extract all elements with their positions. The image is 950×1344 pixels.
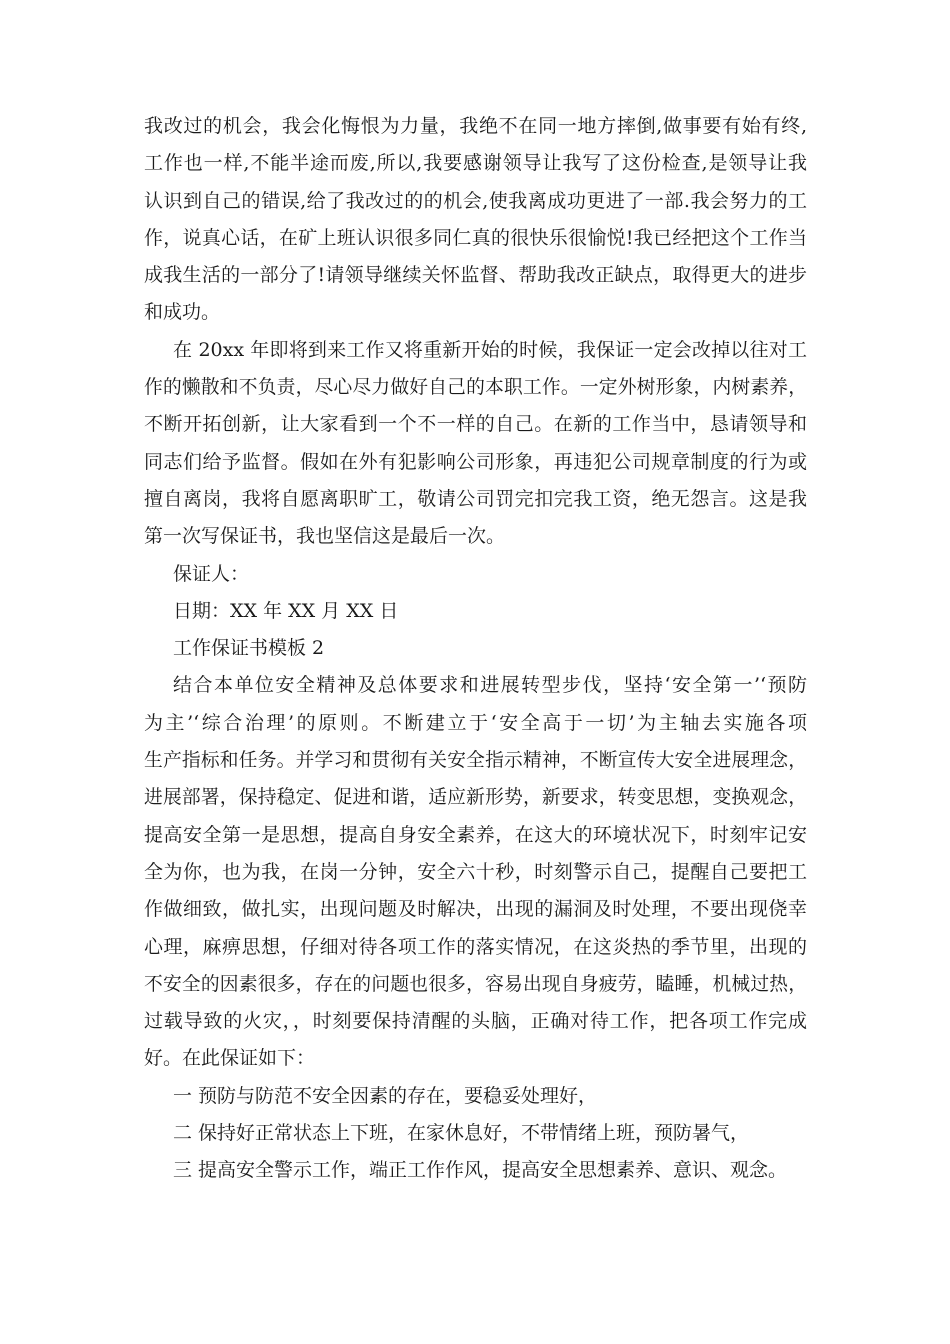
text-line-12: 第一次写保证书，我也坚信这是最后一次。 — [144, 525, 506, 548]
guarantor-label: 保证人： — [173, 562, 250, 585]
text-line-10: 同志们给予监督。假如在外有犯影响公司形象，再违犯公司规章制度的行为或 — [144, 450, 807, 473]
text-line-3: 认识到自己的错误,给了我改过的的机会,使我离成功更进了一部.我会努力的工 — [144, 189, 807, 212]
text-line-6: 和成功。 — [144, 301, 221, 324]
section-title: 工作保证书模板 2 — [173, 637, 325, 660]
text-line-25: 过载导致的火灾，，时刻要保持清醒的头脑，正确对待工作，把各项工作完成 — [144, 1010, 807, 1033]
date-line: 日期：XX 年 XX 月 XX 日 — [173, 599, 399, 622]
text-line-7: 在 20xx 年即将到来工作又将重新开始的时候，我保证一定会改掉以往对工 — [173, 338, 807, 361]
list-item-2: 二 保持好正常状态上下班，在家休息好，不带情绪上班，预防暑气， — [173, 1122, 750, 1145]
text-line-16: 结合本单位安全精神及总体要求和进展转型步伐，坚持‘安全第一’‘预防 — [173, 674, 807, 697]
text-line-24: 不安全的因素很多，存在的问题也很多，容易出现自身疲劳，瞌睡，机械过热， — [144, 973, 807, 995]
text-line-5: 成我生活的一部分了!请领导继续关怀监督、帮助我改正缺点，取得更大的进步 — [144, 264, 807, 287]
list-item-3: 三 提高安全警示工作，端正工作作风，提高安全思想素养、意识、观念。 — [173, 1159, 788, 1182]
text-line-1: 我改过的机会，我会化悔恨为力量，我绝不在同一地方摔倒,做事要有始有终, — [144, 115, 807, 137]
text-line-22: 作做细致，做扎实，出现问题及时解决，出现的漏洞及时处理，不要出现侥幸 — [144, 898, 807, 921]
text-line-2: 工作也一样,不能半途而废,所以,我要感谢领导让我写了这份检查,是领导让我 — [144, 152, 807, 175]
text-line-4: 作，说真心话，在矿上班认识很多同仁真的很快乐很愉悦!我已经把这个工作当 — [144, 226, 807, 249]
text-line-9: 不断开拓创新，让大家看到一个不一样的自己。在新的工作当中，恳请领导和 — [144, 413, 807, 436]
text-line-23: 心理，麻痹思想，仔细对待各项工作的落实情况，在这炎热的季节里，出现的 — [144, 935, 807, 958]
text-line-20: 提高安全第一是思想，提高自身安全素养，在这大的环境状况下，时刻牢记安 — [144, 823, 807, 846]
text-line-8: 作的懒散和不负责，尽心尽力做好自己的本职工作。一定外树形象，内树素养， — [144, 377, 807, 399]
text-line-18: 生产指标和任务。并学习和贯彻有关安全指示精神，不断宣传大安全进展理念， — [144, 750, 807, 772]
text-line-19: 进展部署，保持稳定、促进和谐，适应新形势，新要求，转变思想，变换观念， — [144, 787, 807, 809]
list-item-1: 一 预防与防范不安全因素的存在，要稳妥处理好， — [173, 1084, 598, 1107]
text-line-17: 为主’‘综合治理’的原则。不断建立于‘安全高于一切’为主轴去实施各项 — [144, 711, 807, 734]
text-line-21: 全为你，也为我，在岗一分钟，安全六十秒，时刻警示自己，提醒自己要把工 — [144, 860, 807, 883]
document-page — [144, 108, 807, 1190]
text-line-26: 好。在此保证如下： — [144, 1047, 316, 1070]
text-line-11: 擅自离岗，我将自愿离职旷工，敬请公司罚完扣完我工资，绝无怨言。这是我 — [144, 487, 807, 510]
